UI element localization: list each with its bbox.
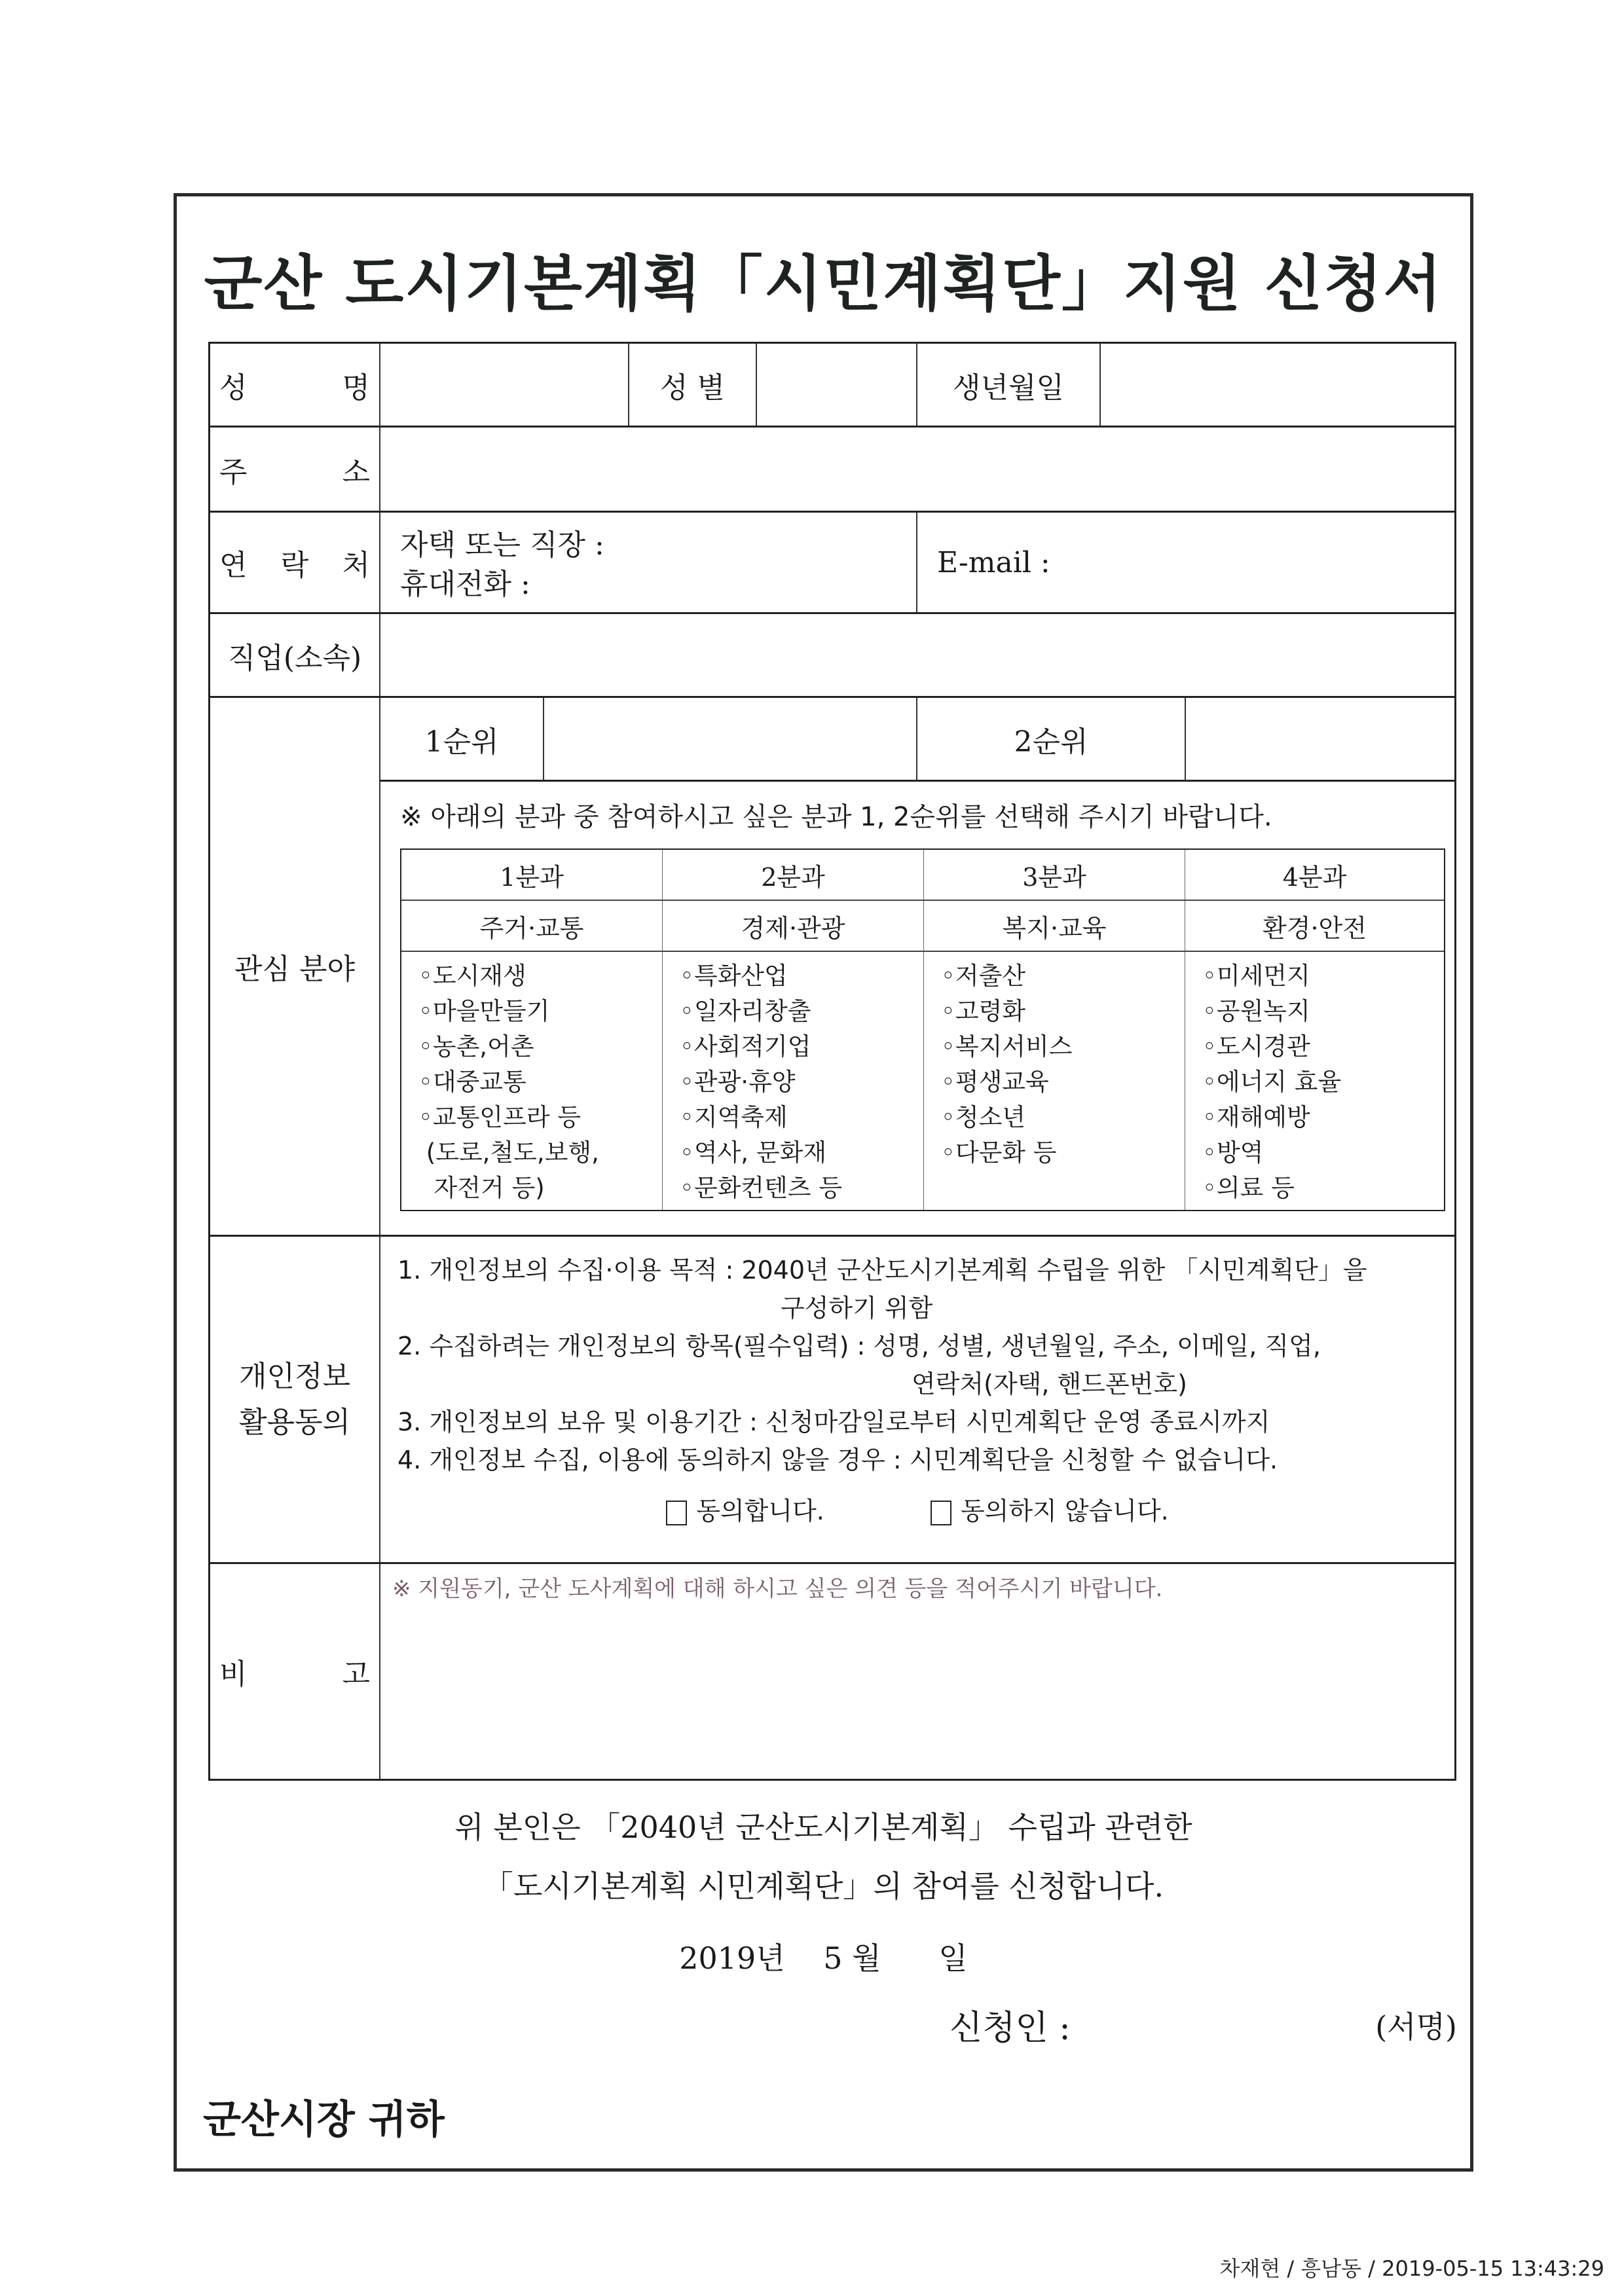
division-name: 2분과 [663, 850, 924, 900]
division-theme: 주거·교통 [401, 901, 663, 951]
label-char: 성 [219, 371, 248, 405]
remarks-label [210, 1564, 380, 1779]
form-table [208, 342, 1456, 1781]
name-input[interactable] [380, 344, 629, 426]
birth-label: 생년월일 [917, 344, 1101, 426]
email-label: E-mail : [937, 545, 1050, 579]
address-input[interactable] [380, 428, 1454, 511]
privacy-label-line: 활용동의 [238, 1405, 350, 1439]
topic-item: ◦교통인프라 등 [418, 1103, 581, 1131]
job-label: 직업(소속) [210, 614, 380, 696]
name-label [210, 344, 380, 426]
privacy-item: 1. 개인정보의 수집·이용 목적 : 2040년 군산도시기본계획 수립을 위한 「시민계획단」을 [397, 1256, 1367, 1285]
rank-row [380, 698, 1454, 782]
topic-item: ◦역사, 문화재 [680, 1139, 827, 1167]
topic-item: ◦방역 [1202, 1139, 1264, 1167]
division-items-2 [663, 952, 924, 1210]
label-char: 비 [219, 1658, 248, 1691]
agree-option[interactable] [666, 1492, 824, 1530]
division-name: 3분과 [924, 850, 1185, 900]
label-char: 명 [342, 371, 370, 405]
division-items-4 [1185, 952, 1444, 1210]
address-label [210, 428, 380, 511]
application-date: 2019년 5 월 일 [679, 1941, 968, 1976]
privacy-label [210, 1237, 380, 1562]
remarks-hint: ※ 지원동기, 군산 도사계획에 대해 하시고 싶은 의견 등을 적어주시기 바랍니다. [392, 1576, 1163, 1602]
consent-options [397, 1492, 1437, 1530]
agree-label: 동의합니다. [696, 1497, 824, 1525]
declaration-line1: 위 본인은 「2040년 군산도시기본계획」 수립과 관련한 [454, 1810, 1192, 1845]
label-char: 락 [280, 549, 309, 582]
division-theme: 복지·교육 [924, 901, 1185, 951]
privacy-content [380, 1237, 1454, 1562]
remarks-input[interactable] [380, 1564, 1454, 1779]
division-items-1 [401, 952, 663, 1210]
row-name [210, 344, 1454, 428]
form-title: 군산 도시기본계획「시민계획단」지원 신청서 [204, 249, 1443, 319]
division-theme: 환경·안전 [1263, 913, 1367, 943]
topic-item: ◦공원녹지 [1202, 997, 1310, 1025]
row-privacy [210, 1237, 1454, 1564]
rank2-label: 2순위 [917, 698, 1186, 780]
topic-item: (도로,철도,보행, [418, 1139, 599, 1167]
gender-label: 성 별 [629, 344, 757, 426]
applicant-label: 신청인 : [950, 2009, 1071, 2048]
topic-item: ◦에너지 효율 [1202, 1068, 1342, 1096]
rank1-label: 1순위 [380, 698, 544, 780]
topic-item: ◦청소년 [941, 1103, 1026, 1131]
topic-item: ◦지역축제 [680, 1103, 788, 1131]
division-name-row [401, 850, 1444, 901]
email-cell[interactable] [917, 513, 1454, 612]
division-table [400, 848, 1445, 1211]
row-remarks [210, 1564, 1454, 1779]
division-items-3 [924, 952, 1185, 1210]
birth-input[interactable] [1101, 344, 1454, 426]
privacy-item-cont: 구성하기 위함 [781, 1294, 933, 1322]
row-contact [210, 513, 1454, 614]
label-char: 소 [342, 455, 370, 489]
division-items-row [401, 952, 1444, 1210]
privacy-item: 2. 수집하려는 개인정보의 항목(필수입력) : 성명, 성별, 생년월일, 주소, 이메일, 직업, [397, 1332, 1321, 1360]
gender-input[interactable] [757, 344, 917, 426]
division-theme: 경제·관광 [663, 901, 924, 951]
division-name: 4분과 [1282, 862, 1347, 892]
row-job [210, 614, 1454, 698]
declaration-line2: 「도시기본계획 시민계획단」의 참여를 신청합니다. [483, 1868, 1164, 1904]
contact-label [210, 513, 380, 612]
topic-item: ◦의료 등 [1202, 1174, 1295, 1202]
topic-item: ◦재해예방 [1202, 1103, 1310, 1131]
topic-item: ◦농촌,어촌 [418, 1032, 534, 1061]
topic-item: ◦사회적기업 [680, 1032, 811, 1061]
disagree-label: 동의하지 않습니다. [960, 1497, 1169, 1525]
application-form-frame [174, 193, 1473, 2172]
topic-item: ◦일자리창출 [680, 997, 811, 1025]
rank1-input[interactable] [544, 698, 917, 780]
topic-item: ◦도시재생 [418, 962, 526, 990]
topic-item: ◦저출산 [941, 962, 1026, 990]
interest-instruction: ※ 아래의 분과 중 참여하시고 싶은 분과 1, 2순위를 선택해 주시기 바랍니다. [400, 802, 1272, 832]
topic-item: ◦대중교통 [418, 1068, 526, 1096]
addressee: 군산시장 귀하 [203, 2097, 445, 2143]
label-char: 연 [219, 549, 248, 582]
topic-item: 자전거 등) [418, 1174, 545, 1202]
topic-item: ◦미세먼지 [1202, 962, 1310, 990]
privacy-item-cont: 연락처(자택, 핸드폰번호) [912, 1370, 1187, 1398]
rank2-input[interactable] [1186, 698, 1454, 780]
division-theme-row [401, 901, 1444, 952]
topic-item: ◦고령화 [941, 997, 1026, 1025]
topic-item: ◦마을만들기 [418, 997, 550, 1025]
topic-item: ◦특화산업 [680, 962, 788, 990]
phone-cell[interactable] [380, 513, 917, 612]
phone-mobile-label: 휴대전화 : [400, 568, 530, 601]
interest-label: 관심 분야 [210, 698, 380, 1235]
privacy-item: 4. 개인정보 수집, 이용에 동의하지 않을 경우 : 시민계획단을 신청할 수 없습니다. [397, 1446, 1278, 1474]
row-interest [210, 698, 1454, 1237]
topic-item: ◦문화컨텐츠 등 [680, 1174, 843, 1202]
topic-item: ◦도시경관 [1202, 1032, 1310, 1061]
label-char: 처 [342, 549, 370, 582]
label-char: 주 [219, 455, 248, 489]
topic-item: ◦관광·휴양 [680, 1068, 796, 1096]
job-input[interactable] [380, 614, 1454, 696]
phone-home-label: 자택 또는 직장 : [400, 528, 604, 562]
privacy-label-line: 개인정보 [238, 1359, 350, 1393]
topic-item: ◦복지서비스 [941, 1032, 1073, 1061]
disagree-option[interactable] [931, 1492, 1169, 1530]
signature-label: (서명) [1375, 2009, 1457, 2045]
topic-item: ◦평생교육 [941, 1068, 1049, 1096]
print-stamp: 차재현 / 흥남동 / 2019-05-15 13:43:29 [1219, 2256, 1604, 2281]
division-name: 1분과 [401, 850, 663, 900]
agree-checkbox[interactable] [666, 1501, 687, 1525]
disagree-checkbox[interactable] [931, 1501, 951, 1525]
privacy-item: 3. 개인정보의 보유 및 이용기간 : 신청마감일로부터 시민계획단 운영 종료시까지 [397, 1408, 1270, 1436]
topic-item: ◦다문화 등 [941, 1139, 1057, 1167]
row-address [210, 428, 1454, 513]
label-char: 고 [342, 1658, 370, 1691]
